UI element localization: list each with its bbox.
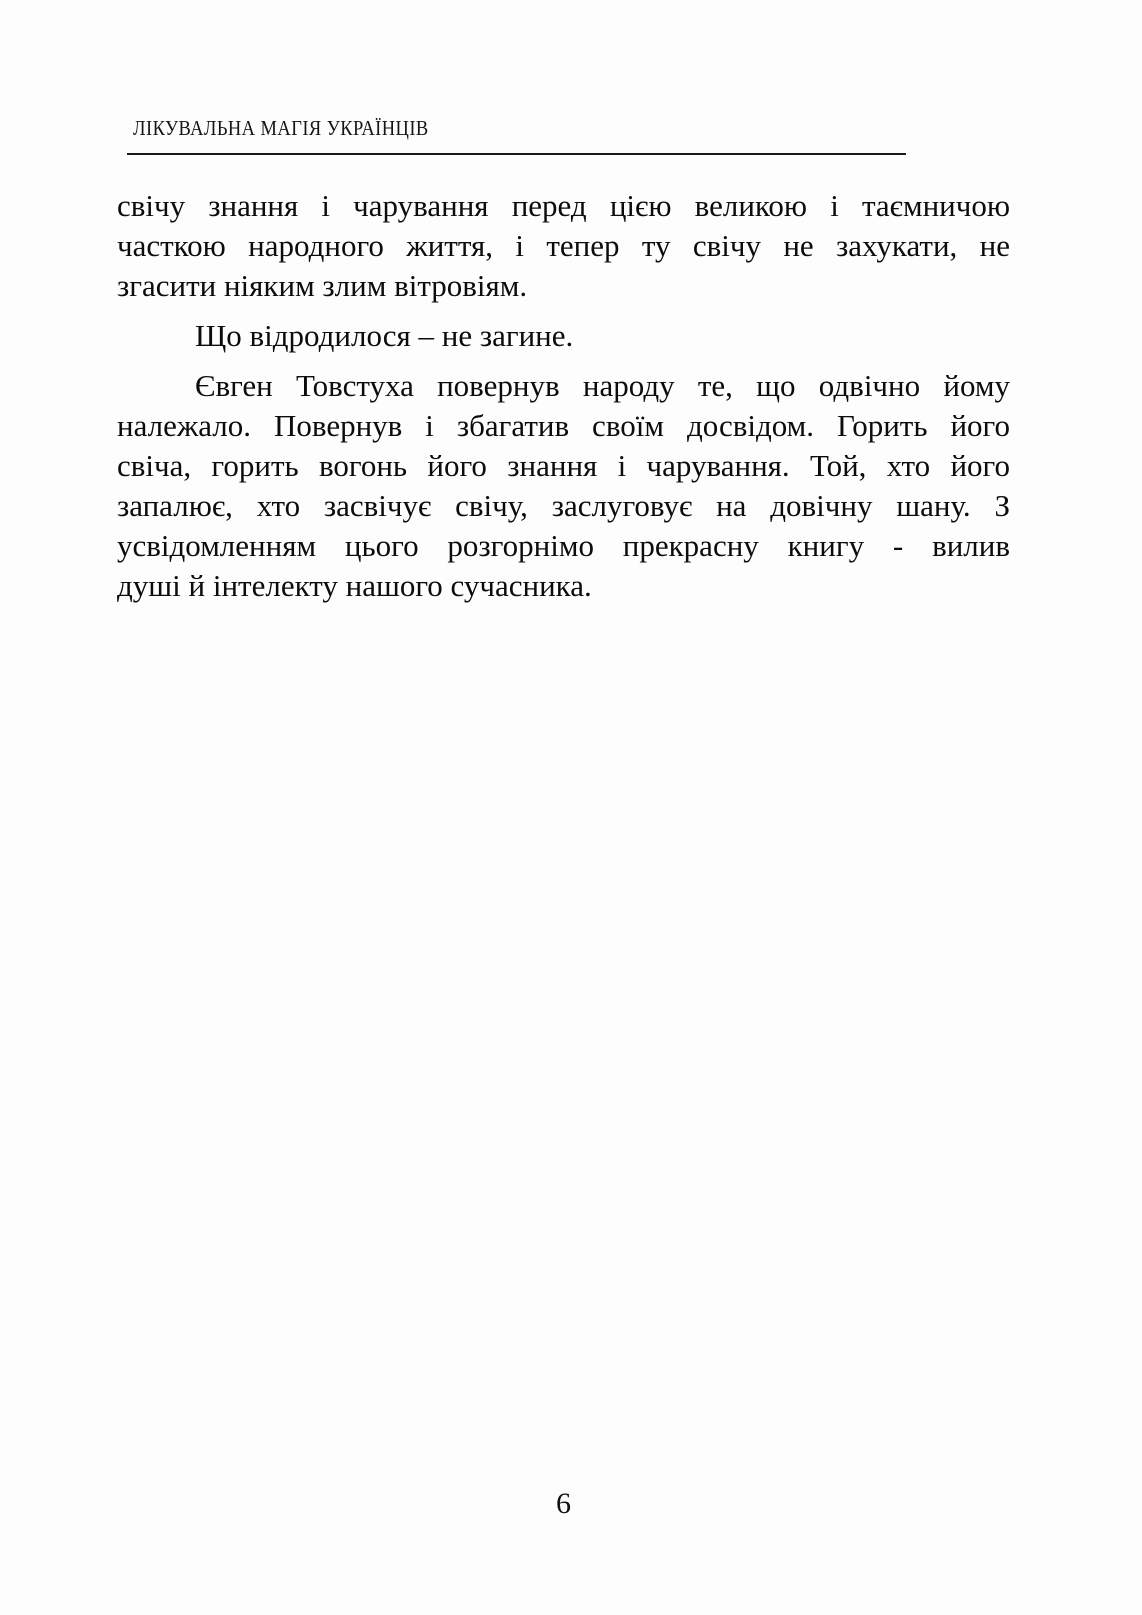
text-line: Що відродилося – не загине.: [195, 318, 574, 353]
text-line: належало. Повернув і збагатив своїм досвідом. Горить його: [117, 408, 1010, 443]
body-text: [117, 186, 1010, 616]
paragraph-1: [117, 186, 1010, 306]
page-number: 6: [556, 1487, 571, 1520]
text-line: душі й інтелекту нашого сучасника.: [117, 568, 592, 603]
text-line: свіча, горить вогонь його знання і чарування. Той, хто його: [117, 448, 1010, 483]
text-line: свічу знання і чарування перед цією великою і таємничою: [117, 188, 1010, 223]
text-line: Євген Товстуха повернув народу те, що одвічно йому: [195, 368, 1010, 403]
running-header: ЛІКУВАЛЬНА МАГІЯ УКРАЇНЦІВ: [133, 116, 429, 140]
paragraph-2: [117, 316, 1010, 356]
header-rule: [127, 153, 906, 155]
text-line: часткою народного життя, і тепер ту свічу не захукати, не: [117, 228, 1010, 263]
text-line: запалює, хто засвічує свічу, заслуговує на довічну шану. З: [117, 488, 1010, 523]
text-line: усвідомленням цього розгорнімо прекрасну книгу - вилив: [117, 528, 1010, 563]
paragraph-3: [117, 366, 1010, 606]
text-line: згасити ніяким злим вітровіям.: [117, 268, 528, 303]
